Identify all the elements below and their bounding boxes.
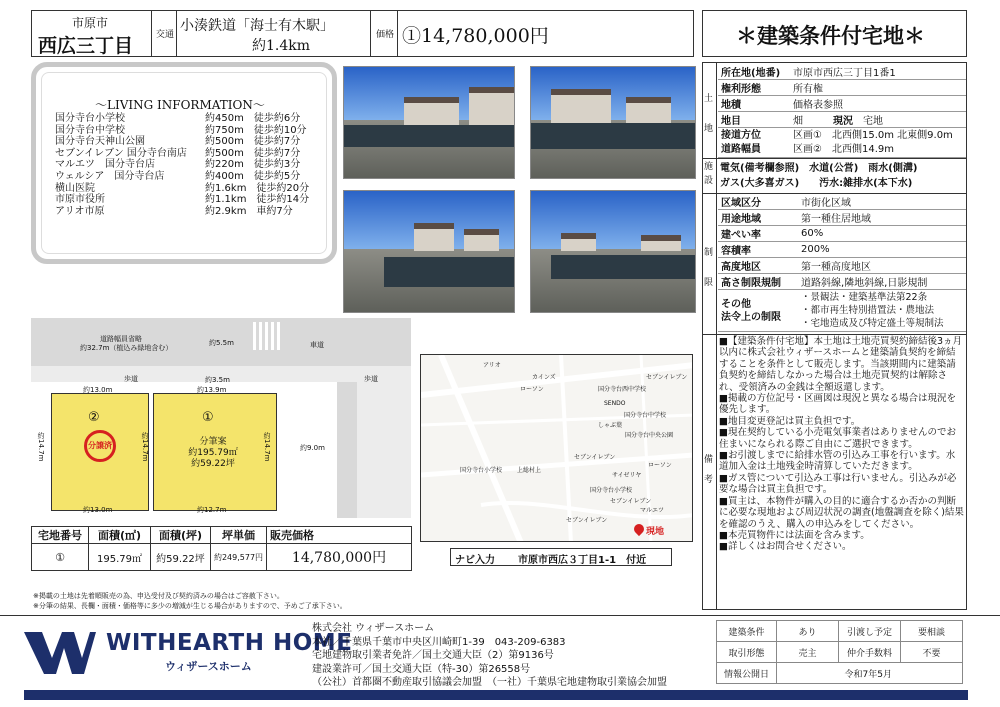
rights-value: 所有権 xyxy=(790,80,966,96)
section-remarks: 備考 xyxy=(704,455,714,485)
sidewalk-label-1: 歩道 xyxy=(124,375,138,383)
company-info: 株式会社 ウィザースホーム 本社／千葉県千葉市中央区川崎町1-39 043-209-6383 宅地建物取引業者免許／国土交通大臣（2）第9136号 建設業許可／国土交通大臣（特-30）第26558号 （公社）首都圏不動産取引協議会加盟 （一社）千葉県宅地建物取引業協会加盟 xyxy=(312,623,667,688)
location-label: 所在地(地番) xyxy=(718,64,790,80)
section-limit: 制限 xyxy=(704,248,714,288)
company-logo-icon xyxy=(24,632,96,674)
limit-table: 区域区分 市街化区域 用途地域 第一種住居地域 建ぺい率 60% 容積率 200% 高度地区 第一種高度地区 高さ制限規制 道路斜線,隣地斜線,日影規制 その他 法令上の制限 ・景観法・建築基準法第22条 ・都市再生特別措置法・農地法 ・宅地造成及び特定盛土等規制法 xyxy=(718,194,966,332)
map-label: 国分寺台小学校 xyxy=(460,467,503,474)
lot-2-number: ② xyxy=(88,410,100,425)
dim-14-7b: 約14.7m xyxy=(141,432,149,462)
road-note-1: 道路幅員省略 xyxy=(100,335,142,343)
map-label: SENDO xyxy=(604,400,626,407)
lot-1-info: 分筆案 約195.79㎡ 約59.22坪 xyxy=(188,437,238,469)
map-pin-label: 現地 xyxy=(646,527,665,537)
dim-13-9: 約13.9m xyxy=(197,386,227,394)
dim-9-0: 約9.0m xyxy=(300,444,325,452)
town-name: 西広三丁目 xyxy=(38,35,134,57)
living-item: セブンイレブン 国分寺台南店 約500m 徒歩約7分 xyxy=(55,147,301,159)
site-photo-1 xyxy=(343,66,515,179)
map-label: セブンイレブン xyxy=(610,498,652,505)
map-label: 国分寺台中央公園 xyxy=(625,432,674,439)
living-item: 市原市役所 約1.1km 徒歩約14分 xyxy=(55,194,310,206)
spec-rule-4 xyxy=(702,334,967,335)
page-title: ＊建築条件付宅地＊ xyxy=(736,23,925,48)
map-label: サイゼリヤ xyxy=(612,472,642,479)
map-label: セブンイレブン xyxy=(646,374,688,381)
location-value: 市原市西広三丁目1番1 xyxy=(790,64,966,80)
dim-13-0: 約13.0m xyxy=(83,386,113,394)
price-label: 価格 xyxy=(376,30,395,40)
navi-label: ナビ入力 xyxy=(455,555,495,566)
company-logo-kana: ウィザースホーム xyxy=(165,660,252,673)
rights-label: 権利形態 xyxy=(718,80,790,96)
living-list xyxy=(55,113,309,217)
living-title: ～LIVING INFORMATION～ xyxy=(95,98,265,112)
dim-12-7: 約12.7m xyxy=(197,506,227,514)
header-price: ①14,780,000円 xyxy=(402,25,549,47)
living-item: ウェルシア 国分寺台店 約400m 徒歩約5分 xyxy=(55,170,301,182)
landuse-label: 地目 xyxy=(718,112,790,128)
site-photo-4 xyxy=(530,190,696,313)
road-value: 区画① 北西側15.0m 北東側9.0m 区画② 北西側14.9m xyxy=(790,128,966,158)
header-divider-1 xyxy=(151,10,152,57)
disclaimers: ※掲載の土地は先着順販売の為、申込受付及び契約済みの場合はご容赦下さい。 ※分筆の結果、長欄・面積・価格等に多少の増減が生じる場合がありますので、予めご了承下さい。 xyxy=(33,592,347,610)
living-item: マルエツ 国分寺台店 約220m 徒歩約3分 xyxy=(55,159,301,171)
living-item: 横山医院 約1.6km 徒歩約20分 xyxy=(55,182,310,194)
spec-left-rule xyxy=(716,62,717,610)
map-label: マルエツ xyxy=(640,507,665,514)
section-land: 土地 xyxy=(704,94,714,134)
footer-bar xyxy=(24,690,968,700)
map-label: セブンイレブン xyxy=(574,454,616,461)
map-label: ローソン xyxy=(520,386,544,393)
spec-rule-2 xyxy=(702,158,967,159)
map-label: カインズ xyxy=(532,374,556,381)
sold-stamp: 分譲済 xyxy=(84,430,116,462)
road-note-2: 約32.7m（植込み緑地含む） xyxy=(80,344,173,352)
footer-table: 建築条件 あり 引渡し予定 要相談 取引形態 売主 仲介手数料 不要 情報公開日 令和7年5月 xyxy=(716,620,963,684)
living-item: 国分寺台天神山公園 約500m 徒歩約7分 xyxy=(55,136,301,148)
living-item: 国分寺台小学校 約450m 徒歩約6分 xyxy=(55,113,301,124)
dim-14-7c: 約14.7m xyxy=(263,432,271,462)
area-value: 価格表参照 xyxy=(790,96,966,112)
map-label: 上総村上 xyxy=(517,467,542,474)
living-item: 国分寺台中学校 約750m 徒歩約10分 xyxy=(55,124,307,136)
navi-address: 市原市西広３丁目1-1 付近 xyxy=(518,555,647,566)
map-label: セブンイレブン xyxy=(566,517,608,524)
city-label: 市原市 xyxy=(72,16,109,30)
landuse-row: 畑 現況 宅地 xyxy=(790,112,966,128)
area-label: 地積 xyxy=(718,96,790,112)
price-table: 宅地番号 面積(㎡) 面積(坪) 坪単価 販売価格 ① 195.79㎡ 約59.22坪 約249,577円 14,780,000円 xyxy=(31,526,412,571)
map-label: 国分寺台小学校 xyxy=(590,487,633,494)
map-label: アリオ xyxy=(483,362,501,369)
header-divider-4 xyxy=(397,10,398,57)
dim-14-7a: 約14.7m xyxy=(37,432,45,462)
road-label: 接道方位 道路幅員 xyxy=(718,128,790,158)
lot-1-number: ① xyxy=(202,410,214,425)
map-label: ローソン xyxy=(648,462,672,469)
map-label: 国分寺台西中学校 xyxy=(598,386,647,393)
company-logo-text: WITHEARTH HOME xyxy=(106,630,353,656)
remarks: ■【建築条件付宅地】本土地は土地売買契約締結後3ヵ月以内に株式会社ウィザースホームと建築請負契約を締結することを条件として販売します。当該期間内に建築請負契約を締結しなかった場合は土地売買契約は解除され、受領済みの金銭は全額返還します。 ■掲載の方位記号・区画図は現況と異なる場合は現況を優先します。 ■地目変更登記は買主負担です。 ■現在契約している小売電気事業者はありませんのでお住まいになられる際ご自由にご選択できます。 ■お引渡しまでに給排水管の引込み工事を行います。水道加入金は土地残金時清算していただきます。 ■ガス管について引込み工事は行いません。引込みが必要な場合は買主負担です。 ■買主は、本物件が購入の目的に適合するか否かの判断に必要な現地および周辺状況の調査(地盤調査を除く)結果を確認のうえ、購入の申込みをしてください。 ■本売買物件には法面を含みます。 ■詳しくはお問合せください。 xyxy=(719,336,964,553)
dim-3-5: 約3.5m xyxy=(205,376,230,384)
transport-line: 小湊鉄道「海士有木駅」 xyxy=(180,18,334,34)
map-label: しゃぶ葉 xyxy=(598,422,623,429)
map-label: 国分寺台中学校 xyxy=(624,412,667,419)
transport-distance: 約1.4km xyxy=(252,38,311,54)
utilities: 電気(備考欄参照) 水道(公営) 雨水(側溝) ガス(大多喜ガス) 汚水:雑排水(本下水) xyxy=(720,163,918,189)
site-photo-2 xyxy=(530,66,696,179)
transport-label: 交通 xyxy=(156,30,175,40)
road-label: 車道 xyxy=(310,341,324,349)
section-facility: 施設 xyxy=(704,162,714,186)
living-item: アリオ市原 約2.9km 車約7分 xyxy=(55,205,293,217)
sidewalk-label-2: 歩道 xyxy=(364,375,378,383)
header-divider-2 xyxy=(176,10,177,57)
site-photo-3 xyxy=(343,190,515,313)
footer-top-rule xyxy=(0,615,1000,616)
dim-13-0b: 約13.0m xyxy=(83,506,113,514)
header-divider-3 xyxy=(370,10,371,57)
spec-table xyxy=(718,64,966,158)
road-width: 約5.5m xyxy=(209,339,234,347)
